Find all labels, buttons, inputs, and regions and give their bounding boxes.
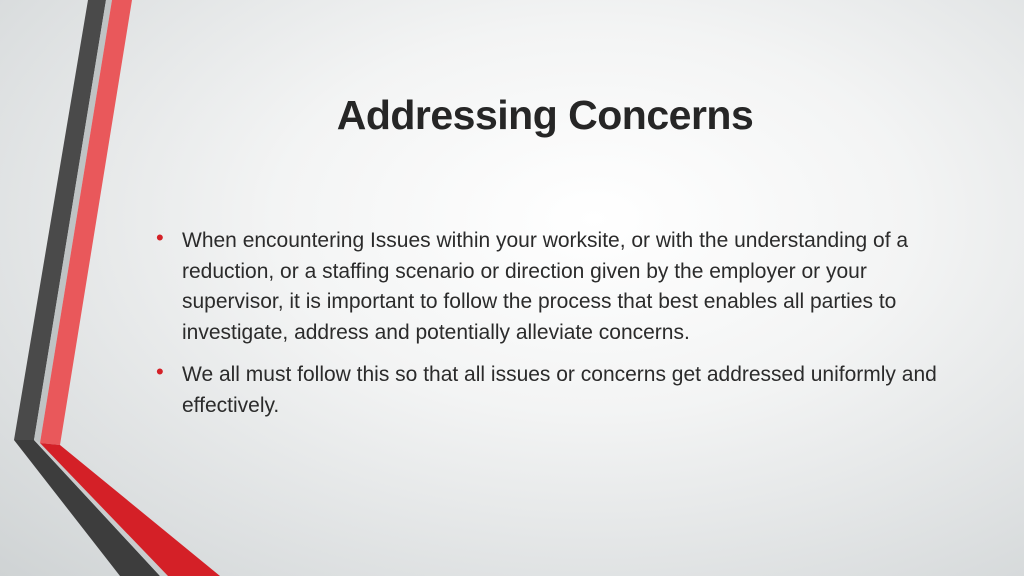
slide-title: Addressing Concerns [336, 92, 754, 138]
bullet-dot-icon: • [156, 225, 164, 250]
bullet-text: We all must follow this so that all issues or concerns get addressed uniformly and effectively. [182, 363, 937, 417]
bullet-item [152, 360, 967, 421]
bullet-dot-icon: • [156, 359, 164, 384]
stripe-gap-highlight [34, 0, 112, 443]
bullet-item [152, 226, 967, 348]
bullet-list [152, 226, 967, 433]
diagonal-gap-highlight [34, 440, 168, 576]
dark-diagonal-stripe [14, 440, 160, 576]
bullet-text: When encountering Issues within your worksite, or with the understanding of a reduction, or a staffing scenario or direction given by the employer or your supervisor, it is important to follow the process that best enables all parties to investigate, address and potentially alleviate concerns. [182, 229, 909, 344]
